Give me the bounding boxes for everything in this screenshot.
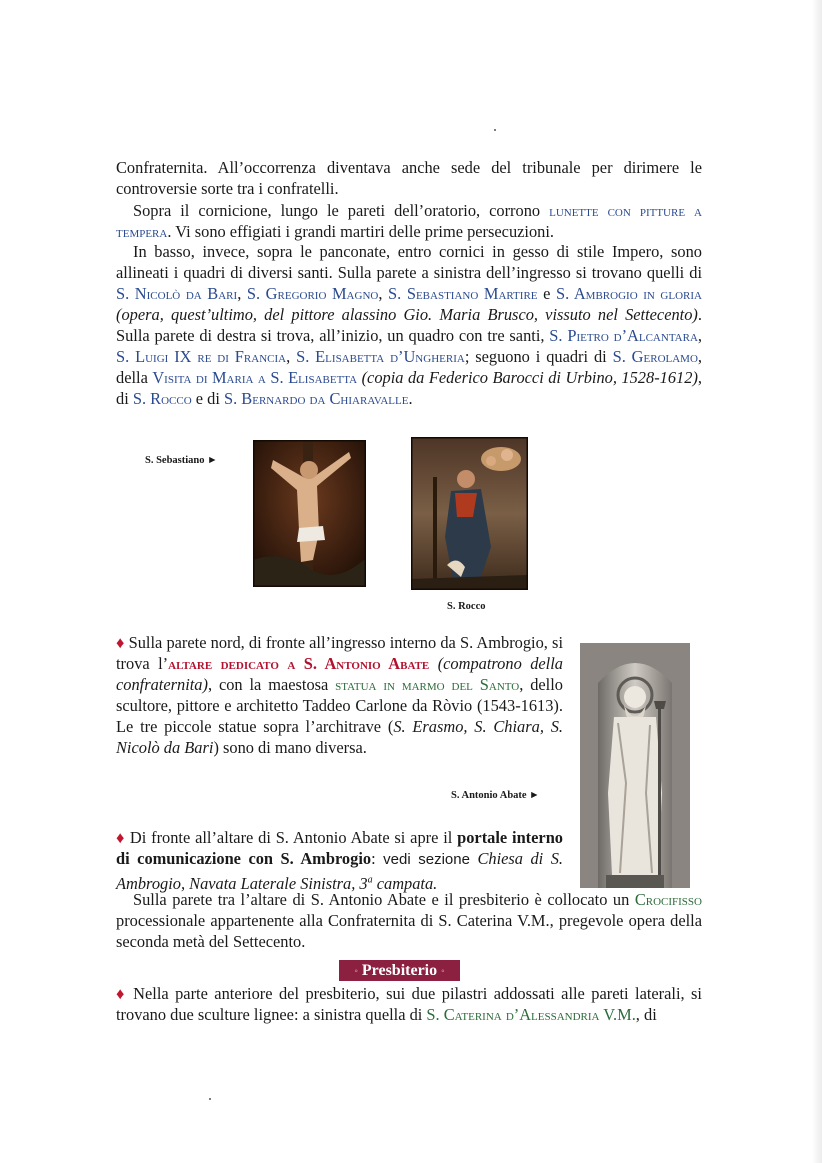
photo-statua-antonio-abate <box>580 643 690 888</box>
page-edge-shadow <box>812 0 822 1163</box>
section-heading-label: Presbiterio <box>361 962 438 979</box>
link-crocifisso[interactable]: Crocifisso <box>634 890 702 909</box>
link-gerolamo[interactable]: S. Gerolamo <box>612 347 698 366</box>
link-lunette[interactable]: lunette con pitture a tempera <box>116 201 702 241</box>
diamond-bullet-icon: ♦ <box>116 984 127 1003</box>
painting-san-rocco <box>411 437 528 590</box>
link-rocco[interactable]: S. Rocco <box>132 389 192 408</box>
paragraph-confraternita <box>116 157 702 199</box>
link-bernardo-chiaravalle[interactable]: S. Bernardo da Chiaravalle <box>224 389 409 408</box>
scan-speck <box>209 1098 211 1100</box>
link-pietro-alcantara[interactable]: S. Pietro d’Alcantara <box>549 326 698 345</box>
diamond-bullet-icon: ♦ <box>116 633 125 652</box>
caption-antonio-abate: S. Antonio Abate ► <box>451 790 540 801</box>
section-heading-presbiterio <box>339 960 460 981</box>
cross-reference-link[interactable]: Chiesa di S. Ambrogio, Navata Laterale Sinistra, 3$^a$ campata. <box>116 849 564 894</box>
caption-rocco: S. Rocco <box>447 601 486 612</box>
link-sebastiano-martire[interactable]: S. Sebastiano Martire <box>388 284 538 303</box>
link-elisabetta-ungheria[interactable]: S. Elisabetta d’Ungheria <box>296 347 465 366</box>
link-gregorio-magno[interactable]: S. Gregorio Magno <box>246 284 379 303</box>
paragraph-portale-interno: ♦ Di fronte all’altare di S. Antonio Abate si apre il portale interno di comunicazione con S. Ambrogio: vedi sezione Chiesa di S. Ambrogio, Navata Laterale Sinistra, 3$^a$ campata. <box>116 828 564 894</box>
paragraph-quadri-santi: In basso, invece, sopra le panconate, entro cornici in gesso di stile Impero, sono allineati i quadri di diversi santi. Sulla parete a sinistra dell’ingresso si trovano quelli di S. Nicolò da Bari, S. Gregorio Magno, S. Sebastiano Martire e S. Ambrogio in gloria (opera, quest’ultimo, del pittore alassino Gio. Maria Brusco, vissuto nel Settecento). Sulla parete di destra si trova, all’inizio, un quadro con tre santi, S. Pietro d’Alcantara, S. Luigi IX re di Francia, S. Elisabetta d’Ungheria; seguono i quadri di S. Gerolamo, della Visita di Maria a S. Elisabetta (copia da Federico Barocci di Urbino, 1528-1612), di S. Rocco e di S. Bernardo da Chiaravalle. <box>116 242 703 408</box>
link-luigi-ix[interactable]: S. Luigi IX re di Francia <box>116 347 287 366</box>
link-altare-antonio-abate[interactable]: altare dedicato a S. Antonio Abate <box>168 654 430 673</box>
paragraph-altare-antonio: ♦ Sulla parete nord, di fronte all’ingresso interno da S. Ambrogio, si trova l’altare dedicato a S. Antonio Abate (compatrono della confraternita), con la maestosa statua in marmo del Santo, dello scultore, pittore e architetto Taddeo Carlone da Ròvio (1543-1613). Le tre piccole statue sopra l’architrave (S. Erasmo, S. Chiara, S. Nicolò da Bari) sono di mano diversa. <box>116 633 563 757</box>
paragraph-crocifisso: Sulla parete tra l’altare di S. Antonio Abate e il presbiterio è collocato un Crocifisso processionale appartenente alla Confraternita di S. Caterina V.M., pregevole opera della seconda metà del Settecento. <box>116 890 702 951</box>
link-caterina-alessandria[interactable]: S. Caterina d’Alessandria V.M. <box>426 1005 636 1024</box>
cross-reference-label: vedi sezione <box>383 851 470 868</box>
paragraph-lunette: Sopra il cornicione, lungo le pareti dell’oratorio, corrono lunette con pitture a tempera. Vi sono effigiati i grandi martiri delle prime persecuzioni. <box>116 201 702 241</box>
link-statua-marmo[interactable]: statua in marmo del Santo <box>335 675 520 694</box>
ornament-right-icon: ◦ <box>441 965 445 977</box>
paragraph-presbiterio: ♦ Nella parte anteriore del presbiterio, sui due pilastri addossati alle pareti laterali, si trovano due sculture lignee: a sinistra quella di S. Caterina d’Alessandria V.M., di <box>116 984 702 1024</box>
painting-san-sebastiano <box>253 440 366 587</box>
paragraph-text: Confraternita. All’occorrenza diventava anche sede del tribunale per dirimere le controversie sorte tra i confratelli. <box>116 158 702 198</box>
link-nicolo-da-bari[interactable]: S. Nicolò da Bari <box>116 284 238 303</box>
link-visita-maria[interactable]: Visita di Maria a S. Elisabetta <box>152 368 358 387</box>
scan-speck <box>494 129 496 131</box>
diamond-bullet-icon: ♦ <box>116 828 126 847</box>
ornament-left-icon: ◦ <box>354 965 358 977</box>
caption-sebastiano: S. Sebastiano ► <box>145 455 218 466</box>
link-ambrogio-in-gloria[interactable]: S. Ambrogio in gloria <box>555 284 702 303</box>
